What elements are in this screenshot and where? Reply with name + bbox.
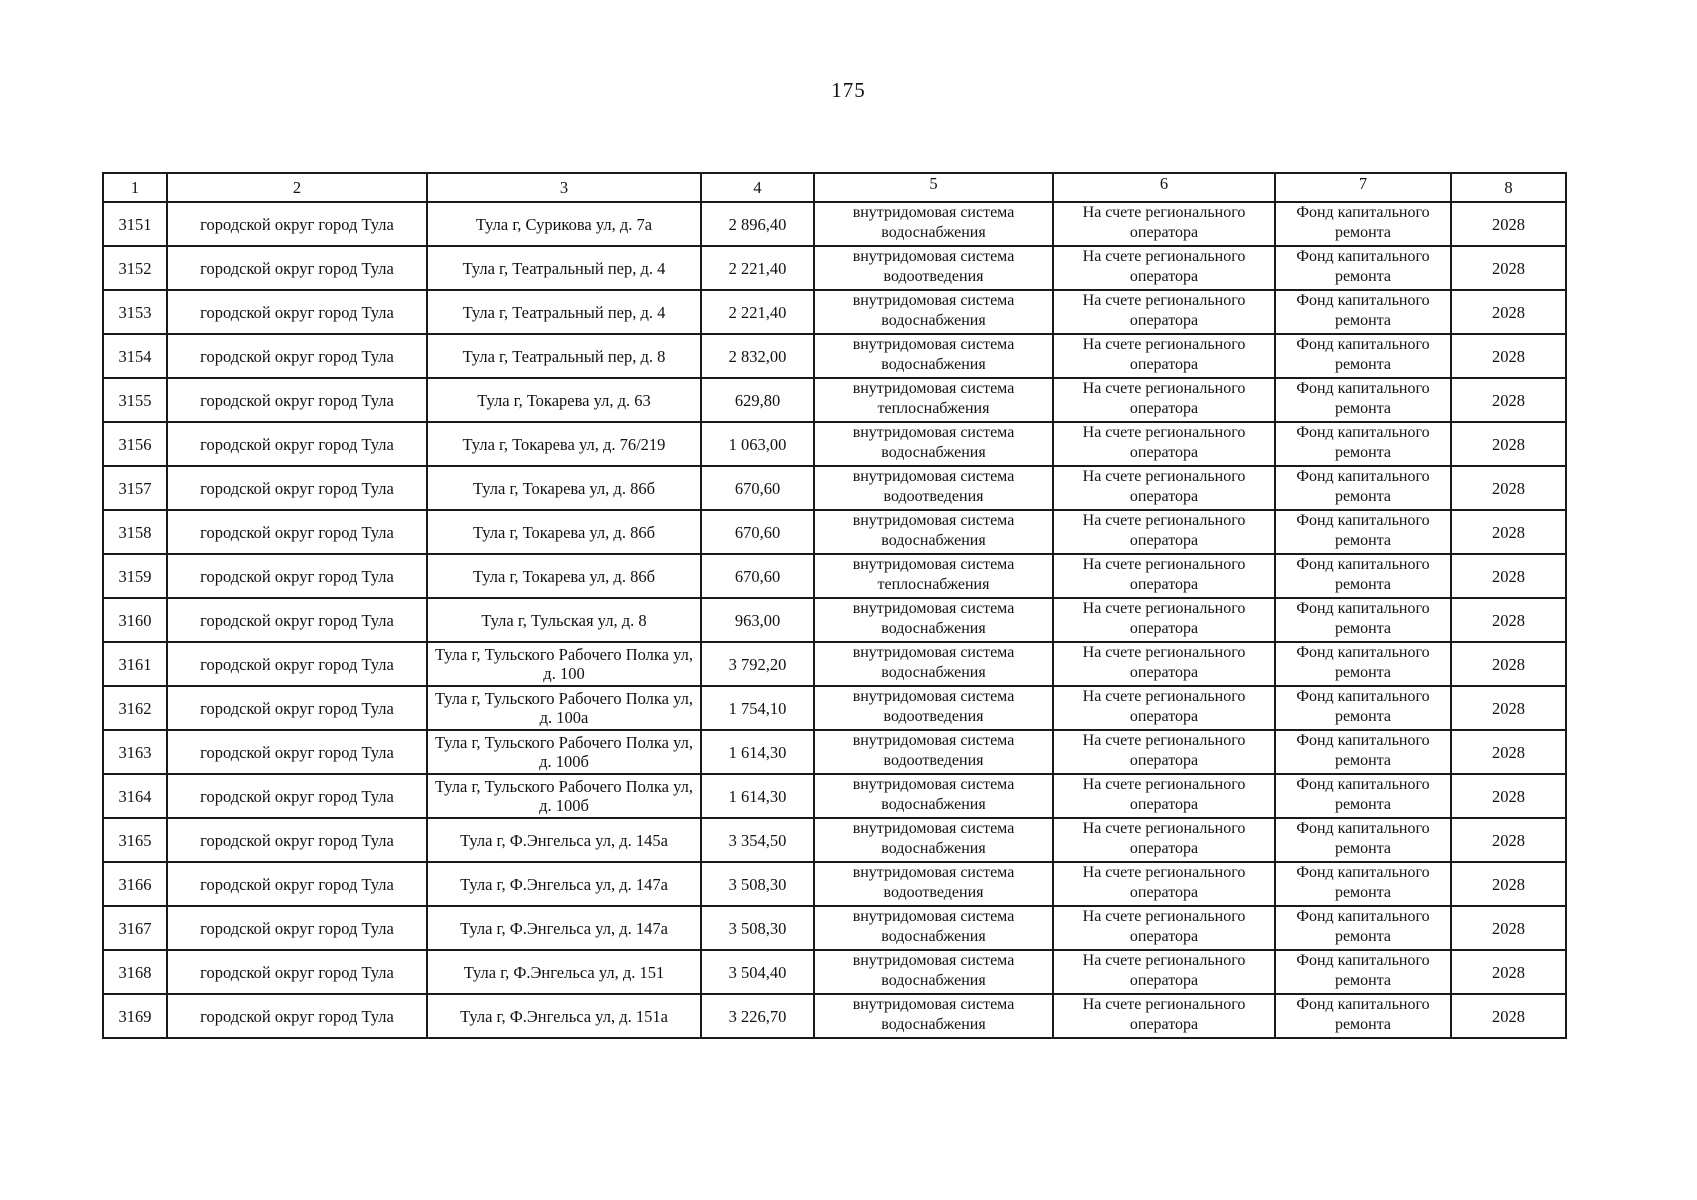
repair-schedule-table <box>102 172 1567 1039</box>
table-row <box>103 950 1566 994</box>
address-cell: Тула г, Тульского Рабочего Полка ул, д. 100а <box>427 686 701 730</box>
funding-method-cell: На счете регионального оператора <box>1053 422 1275 466</box>
funding-source-cell: Фонд капитального ремонта <box>1275 774 1451 818</box>
address-cell: Тула г, Тульская ул, д. 8 <box>427 598 701 642</box>
table-row <box>103 290 1566 334</box>
row-number-cell: 3169 <box>103 994 167 1038</box>
row-number-cell: 3166 <box>103 862 167 906</box>
address-cell: Тула г, Ф.Энгельса ул, д. 151а <box>427 994 701 1038</box>
table-row <box>103 862 1566 906</box>
municipality-cell: городской округ город Тула <box>167 862 427 906</box>
funding-source-cell: Фонд капитального ремонта <box>1275 730 1451 774</box>
area-cell: 3 504,40 <box>701 950 814 994</box>
column-header-1: 1 <box>103 173 167 202</box>
column-header-6: 6 <box>1053 173 1275 202</box>
area-cell: 2 221,40 <box>701 290 814 334</box>
funding-method-cell: На счете регионального оператора <box>1053 290 1275 334</box>
funding-method-cell: На счете регионального оператора <box>1053 730 1275 774</box>
table-row <box>103 466 1566 510</box>
funding-method-cell: На счете регионального оператора <box>1053 246 1275 290</box>
area-cell: 629,80 <box>701 378 814 422</box>
municipality-cell: городской округ город Тула <box>167 466 427 510</box>
work-type-cell: внутридомовая система водоснабжения <box>814 202 1053 246</box>
work-type-cell: внутридомовая система водоотведения <box>814 862 1053 906</box>
funding-method-cell: На счете регионального оператора <box>1053 818 1275 862</box>
table-row <box>103 202 1566 246</box>
row-number-cell: 3168 <box>103 950 167 994</box>
table-header-row <box>103 173 1566 202</box>
municipality-cell: городской округ город Тула <box>167 202 427 246</box>
area-cell: 2 896,40 <box>701 202 814 246</box>
row-number-cell: 3157 <box>103 466 167 510</box>
municipality-cell: городской округ город Тула <box>167 334 427 378</box>
year-cell: 2028 <box>1451 378 1566 422</box>
work-type-cell: внутридомовая система водоснабжения <box>814 642 1053 686</box>
municipality-cell: городской округ город Тула <box>167 510 427 554</box>
area-cell: 2 221,40 <box>701 246 814 290</box>
area-cell: 670,60 <box>701 554 814 598</box>
table-row <box>103 642 1566 686</box>
address-cell: Тула г, Театральный пер, д. 4 <box>427 290 701 334</box>
year-cell: 2028 <box>1451 730 1566 774</box>
year-cell: 2028 <box>1451 994 1566 1038</box>
row-number-cell: 3165 <box>103 818 167 862</box>
column-header-4: 4 <box>701 173 814 202</box>
column-header-5: 5 <box>814 173 1053 202</box>
area-cell: 670,60 <box>701 510 814 554</box>
work-type-cell: внутридомовая система водоотведения <box>814 246 1053 290</box>
year-cell: 2028 <box>1451 774 1566 818</box>
municipality-cell: городской округ город Тула <box>167 906 427 950</box>
work-type-cell: внутридомовая система водоснабжения <box>814 510 1053 554</box>
row-number-cell: 3163 <box>103 730 167 774</box>
funding-method-cell: На счете регионального оператора <box>1053 378 1275 422</box>
table-row <box>103 510 1566 554</box>
row-number-cell: 3158 <box>103 510 167 554</box>
row-number-cell: 3155 <box>103 378 167 422</box>
work-type-cell: внутридомовая система водоотведения <box>814 686 1053 730</box>
address-cell: Тула г, Токарева ул, д. 86б <box>427 554 701 598</box>
table-row <box>103 730 1566 774</box>
year-cell: 2028 <box>1451 246 1566 290</box>
row-number-cell: 3164 <box>103 774 167 818</box>
funding-method-cell: На счете регионального оператора <box>1053 774 1275 818</box>
funding-source-cell: Фонд капитального ремонта <box>1275 334 1451 378</box>
funding-method-cell: На счете регионального оператора <box>1053 554 1275 598</box>
address-cell: Тула г, Токарева ул, д. 86б <box>427 510 701 554</box>
municipality-cell: городской округ город Тула <box>167 730 427 774</box>
area-cell: 1 063,00 <box>701 422 814 466</box>
area-cell: 3 226,70 <box>701 994 814 1038</box>
address-cell: Тула г, Сурикова ул, д. 7а <box>427 202 701 246</box>
funding-source-cell: Фонд капитального ремонта <box>1275 686 1451 730</box>
row-number-cell: 3151 <box>103 202 167 246</box>
address-cell: Тула г, Тульского Рабочего Полка ул, д. 100б <box>427 774 701 818</box>
year-cell: 2028 <box>1451 686 1566 730</box>
municipality-cell: городской округ город Тула <box>167 774 427 818</box>
funding-source-cell: Фонд капитального ремонта <box>1275 422 1451 466</box>
area-cell: 3 354,50 <box>701 818 814 862</box>
funding-source-cell: Фонд капитального ремонта <box>1275 994 1451 1038</box>
municipality-cell: городской округ город Тула <box>167 290 427 334</box>
municipality-cell: городской округ город Тула <box>167 642 427 686</box>
work-type-cell: внутридомовая система водоснабжения <box>814 774 1053 818</box>
area-cell: 963,00 <box>701 598 814 642</box>
funding-method-cell: На счете регионального оператора <box>1053 862 1275 906</box>
area-cell: 1 614,30 <box>701 730 814 774</box>
year-cell: 2028 <box>1451 950 1566 994</box>
work-type-cell: внутридомовая система водоотведения <box>814 466 1053 510</box>
funding-method-cell: На счете регионального оператора <box>1053 686 1275 730</box>
area-cell: 1 614,30 <box>701 774 814 818</box>
work-type-cell: внутридомовая система водоснабжения <box>814 598 1053 642</box>
address-cell: Тула г, Театральный пер, д. 8 <box>427 334 701 378</box>
municipality-cell: городской округ город Тула <box>167 246 427 290</box>
work-type-cell: внутридомовая система водоснабжения <box>814 994 1053 1038</box>
address-cell: Тула г, Ф.Энгельса ул, д. 151 <box>427 950 701 994</box>
work-type-cell: внутридомовая система теплоснабжения <box>814 554 1053 598</box>
municipality-cell: городской округ город Тула <box>167 554 427 598</box>
funding-method-cell: На счете регионального оператора <box>1053 202 1275 246</box>
table-row <box>103 598 1566 642</box>
row-number-cell: 3153 <box>103 290 167 334</box>
table-row <box>103 554 1566 598</box>
row-number-cell: 3156 <box>103 422 167 466</box>
year-cell: 2028 <box>1451 290 1566 334</box>
row-number-cell: 3162 <box>103 686 167 730</box>
year-cell: 2028 <box>1451 598 1566 642</box>
year-cell: 2028 <box>1451 906 1566 950</box>
address-cell: Тула г, Театральный пер, д. 4 <box>427 246 701 290</box>
funding-source-cell: Фонд капитального ремонта <box>1275 950 1451 994</box>
funding-source-cell: Фонд капитального ремонта <box>1275 466 1451 510</box>
column-header-2: 2 <box>167 173 427 202</box>
address-cell: Тула г, Тульского Рабочего Полка ул, д. 100б <box>427 730 701 774</box>
table-row <box>103 774 1566 818</box>
funding-source-cell: Фонд капитального ремонта <box>1275 818 1451 862</box>
funding-source-cell: Фонд капитального ремонта <box>1275 862 1451 906</box>
address-cell: Тула г, Ф.Энгельса ул, д. 145а <box>427 818 701 862</box>
funding-source-cell: Фонд капитального ремонта <box>1275 378 1451 422</box>
funding-source-cell: Фонд капитального ремонта <box>1275 598 1451 642</box>
column-header-8: 8 <box>1451 173 1566 202</box>
table-body <box>103 173 1566 1038</box>
work-type-cell: внутридомовая система теплоснабжения <box>814 378 1053 422</box>
area-cell: 1 754,10 <box>701 686 814 730</box>
address-cell: Тула г, Тульского Рабочего Полка ул, д. 100 <box>427 642 701 686</box>
table-row <box>103 334 1566 378</box>
year-cell: 2028 <box>1451 334 1566 378</box>
municipality-cell: городской округ город Тула <box>167 686 427 730</box>
table-row <box>103 686 1566 730</box>
funding-source-cell: Фонд капитального ремонта <box>1275 202 1451 246</box>
address-cell: Тула г, Токарева ул, д. 76/219 <box>427 422 701 466</box>
year-cell: 2028 <box>1451 422 1566 466</box>
municipality-cell: городской округ город Тула <box>167 994 427 1038</box>
work-type-cell: внутридомовая система водоотведения <box>814 730 1053 774</box>
row-number-cell: 3154 <box>103 334 167 378</box>
funding-source-cell: Фонд капитального ремонта <box>1275 510 1451 554</box>
year-cell: 2028 <box>1451 862 1566 906</box>
area-cell: 3 792,20 <box>701 642 814 686</box>
page-number: 175 <box>831 78 866 102</box>
funding-source-cell: Фонд капитального ремонта <box>1275 290 1451 334</box>
municipality-cell: городской округ город Тула <box>167 950 427 994</box>
row-number-cell: 3160 <box>103 598 167 642</box>
area-cell: 3 508,30 <box>701 862 814 906</box>
work-type-cell: внутридомовая система водоснабжения <box>814 818 1053 862</box>
area-cell: 3 508,30 <box>701 906 814 950</box>
funding-method-cell: На счете регионального оператора <box>1053 994 1275 1038</box>
address-cell: Тула г, Ф.Энгельса ул, д. 147а <box>427 862 701 906</box>
year-cell: 2028 <box>1451 554 1566 598</box>
column-header-7: 7 <box>1275 173 1451 202</box>
column-header-3: 3 <box>427 173 701 202</box>
work-type-cell: внутридомовая система водоснабжения <box>814 422 1053 466</box>
funding-method-cell: На счете регионального оператора <box>1053 466 1275 510</box>
funding-source-cell: Фонд капитального ремонта <box>1275 642 1451 686</box>
work-type-cell: внутридомовая система водоснабжения <box>814 906 1053 950</box>
funding-source-cell: Фонд капитального ремонта <box>1275 554 1451 598</box>
year-cell: 2028 <box>1451 642 1566 686</box>
year-cell: 2028 <box>1451 818 1566 862</box>
table-row <box>103 906 1566 950</box>
municipality-cell: городской округ город Тула <box>167 818 427 862</box>
municipality-cell: городской округ город Тула <box>167 422 427 466</box>
work-type-cell: внутридомовая система водоснабжения <box>814 334 1053 378</box>
table-row <box>103 378 1566 422</box>
area-cell: 670,60 <box>701 466 814 510</box>
municipality-cell: городской округ город Тула <box>167 378 427 422</box>
funding-source-cell: Фонд капитального ремонта <box>1275 906 1451 950</box>
table-row <box>103 994 1566 1038</box>
row-number-cell: 3167 <box>103 906 167 950</box>
funding-method-cell: На счете регионального оператора <box>1053 950 1275 994</box>
year-cell: 2028 <box>1451 510 1566 554</box>
year-cell: 2028 <box>1451 466 1566 510</box>
funding-method-cell: На счете регионального оператора <box>1053 642 1275 686</box>
table-row <box>103 818 1566 862</box>
funding-source-cell: Фонд капитального ремонта <box>1275 246 1451 290</box>
work-type-cell: внутридомовая система водоснабжения <box>814 290 1053 334</box>
funding-method-cell: На счете регионального оператора <box>1053 334 1275 378</box>
funding-method-cell: На счете регионального оператора <box>1053 906 1275 950</box>
municipality-cell: городской округ город Тула <box>167 598 427 642</box>
funding-method-cell: На счете регионального оператора <box>1053 598 1275 642</box>
row-number-cell: 3159 <box>103 554 167 598</box>
address-cell: Тула г, Ф.Энгельса ул, д. 147а <box>427 906 701 950</box>
work-type-cell: внутридомовая система водоснабжения <box>814 950 1053 994</box>
address-cell: Тула г, Токарева ул, д. 86б <box>427 466 701 510</box>
row-number-cell: 3161 <box>103 642 167 686</box>
area-cell: 2 832,00 <box>701 334 814 378</box>
address-cell: Тула г, Токарева ул, д. 63 <box>427 378 701 422</box>
row-number-cell: 3152 <box>103 246 167 290</box>
year-cell: 2028 <box>1451 202 1566 246</box>
table-row <box>103 246 1566 290</box>
funding-method-cell: На счете регионального оператора <box>1053 510 1275 554</box>
table-row <box>103 422 1566 466</box>
